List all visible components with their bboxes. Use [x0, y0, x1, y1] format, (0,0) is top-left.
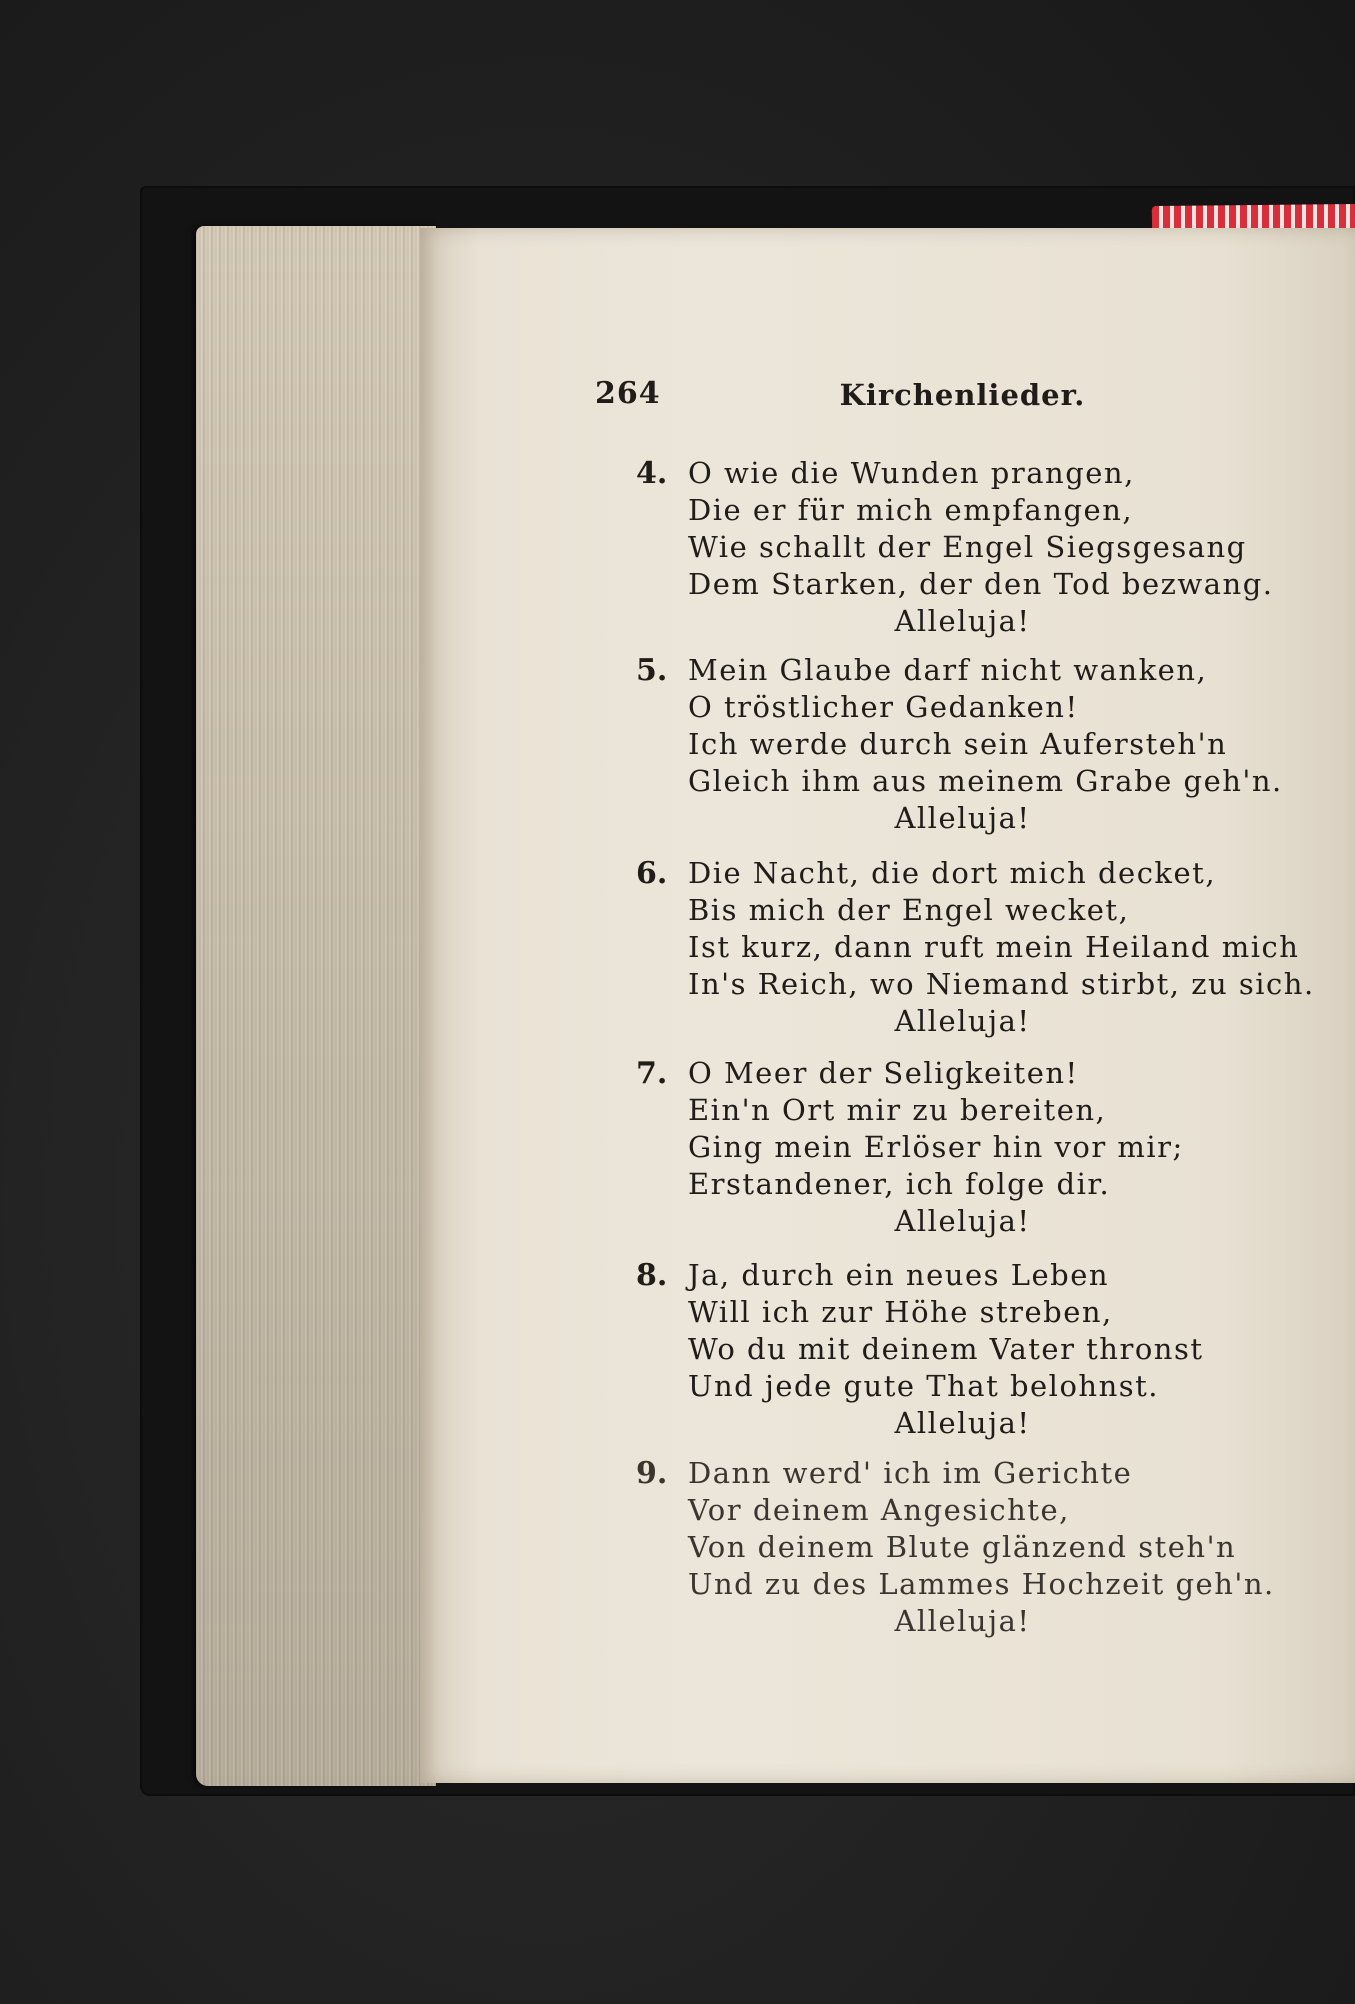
verse-line: Ging mein Erlöser hin vor mir; [688, 1130, 1184, 1164]
verse-number: 7. [636, 1056, 668, 1091]
running-head: Kirchenlieder. [839, 378, 1086, 412]
refrain: Alleluja! [894, 1604, 1031, 1638]
refrain: Alleluja! [894, 801, 1031, 835]
verse-line: Und zu des Lammes Hochzeit geh'n. [688, 1567, 1275, 1601]
verse-line: Und jede gute That belohnst. [688, 1369, 1160, 1403]
book-page [420, 228, 1355, 1783]
verse-number: 4. [636, 456, 668, 491]
verse-line: Ist kurz, dann ruft mein Heiland mich [688, 930, 1300, 964]
page-edges [196, 226, 436, 1786]
page-content [420, 228, 1355, 1783]
verse-line: Bis mich der Engel wecket, [688, 893, 1130, 927]
verse-line: Erstandener, ich folge dir. [688, 1167, 1111, 1201]
verse-line: In's Reich, wo Niemand stirbt, zu sich. [688, 967, 1315, 1001]
verse-line: Mein Glaube darf nicht wanken, [688, 653, 1208, 687]
verse-line: Ich werde durch sein Aufersteh'n [688, 727, 1228, 761]
verse-line: Ein'n Ort mir zu bereiten, [688, 1093, 1107, 1127]
refrain: Alleluja! [894, 1004, 1031, 1038]
refrain: Alleluja! [894, 1204, 1031, 1238]
verse-line: Ja, durch ein neues Leben [688, 1258, 1110, 1292]
verse-line: Von deinem Blute glänzend steh'n [688, 1530, 1237, 1564]
verse-number: 5. [636, 653, 668, 688]
verse-line: Die Nacht, die dort mich decket, [688, 856, 1217, 890]
page-number: 264 [595, 376, 661, 411]
verse-line: Will ich zur Höhe streben, [688, 1295, 1113, 1329]
verse-line: Die er für mich empfangen, [688, 493, 1134, 527]
verse-line: O wie die Wunden prangen, [688, 456, 1135, 490]
verse-line: Wo du mit deinem Vater thronst [688, 1332, 1204, 1366]
refrain: Alleluja! [894, 604, 1031, 638]
verse-line: Vor deinem Angesichte, [688, 1493, 1070, 1527]
verse-number: 8. [636, 1258, 668, 1293]
verse-line: O Meer der Seligkeiten! [688, 1056, 1079, 1090]
verse-line: Wie schallt der Engel Siegsgesang [688, 530, 1247, 564]
refrain: Alleluja! [894, 1406, 1031, 1440]
verse-line: Dem Starken, der den Tod bezwang. [688, 567, 1274, 601]
verse-number: 9. [636, 1456, 668, 1491]
verse-line: O tröstlicher Gedanken! [688, 690, 1079, 724]
verse-number: 6. [636, 856, 668, 891]
verse-line: Dann werd' ich im Gerichte [688, 1456, 1133, 1490]
verse-line: Gleich ihm aus meinem Grabe geh'n. [688, 764, 1283, 798]
